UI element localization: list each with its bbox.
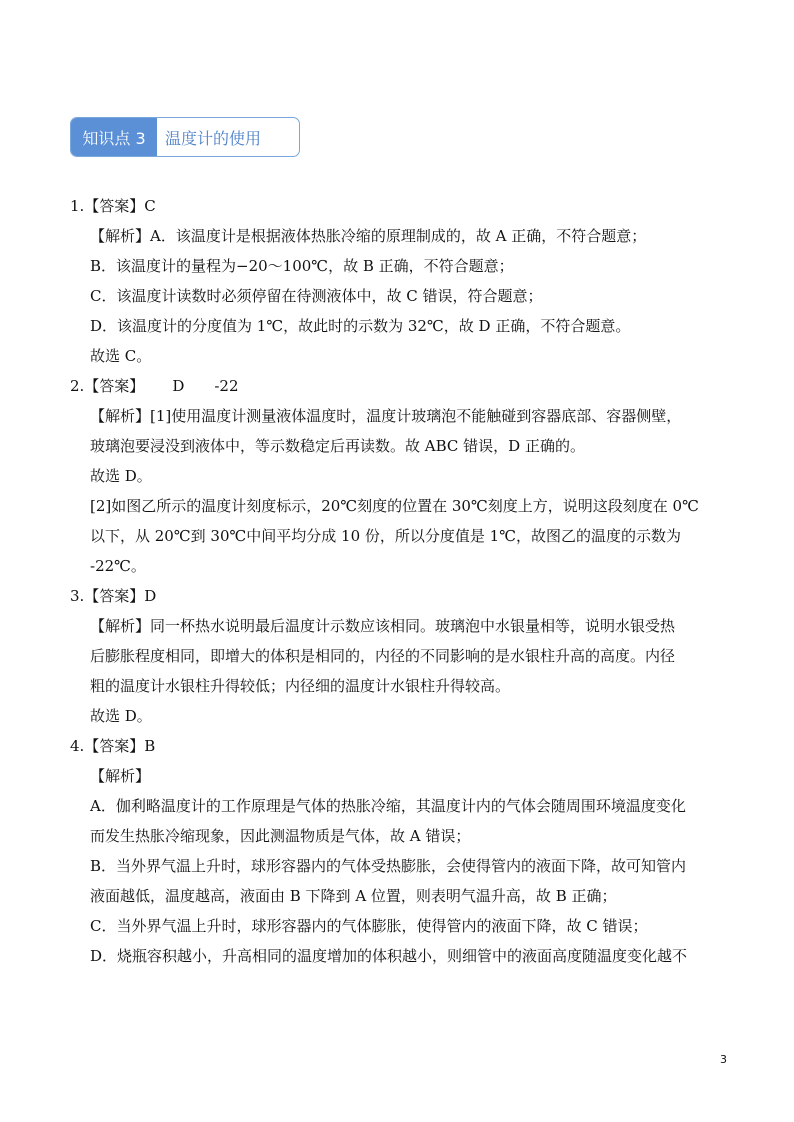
- section-tag: 知识点 3: [71, 118, 157, 156]
- q4-line: D．烧瓶容积越小，升高相同的温度增加的体积越小，则细管中的液面高度随温度变化越不: [90, 947, 688, 965]
- q4-line: C．当外界气温上升时，球形容器内的气体膨胀，使得管内的液面下降，故 C 错误；: [90, 917, 648, 935]
- q1-line: D．该温度计的分度值为 1℃，故此时的示数为 32℃，故 D 正确，不符合题意。: [90, 317, 631, 335]
- q2-answer-2: -22: [214, 377, 239, 395]
- q1-line: 故选 C。: [90, 347, 152, 365]
- q2-line: -22℃。: [90, 557, 146, 575]
- q4-line: 【解析】: [90, 767, 151, 785]
- q3-answer: 3.【答案】D: [70, 587, 157, 605]
- q2-line: 玻璃泡要浸没到液体中，等示数稳定后再读数。故 ABC 错误，D 正确的。: [90, 437, 585, 455]
- q4-line: 而发生热胀冷缩现象，因此测温物质是气体，故 A 错误；: [90, 827, 471, 845]
- q2-line: 故选 D。: [90, 467, 152, 485]
- q4-answer: 4.【答案】B: [70, 737, 156, 755]
- q4-line: 液面越低，温度越高，液面由 B 下降到 A 位置，则表明气温升高，故 B 正确；: [90, 887, 617, 905]
- q1-line: 【解析】A．该温度计是根据液体热胀冷缩的原理制成的，故 A 正确，不符合题意；: [90, 227, 647, 245]
- page-number: 3: [720, 1053, 727, 1066]
- q3-line: 【解析】同一杯热水说明最后温度计示数应该相同。玻璃泡中水银量相等，说明水银受热: [90, 617, 676, 635]
- document-body: [70, 191, 730, 971]
- q1-answer: 1.【答案】C: [70, 197, 156, 215]
- q2-answer: [70, 371, 730, 401]
- q1-line: B．该温度计的量程为−20～100℃，故 B 正确，不符合题意；: [90, 257, 514, 275]
- q2-line: 【解析】[1]使用温度计测量液体温度时，温度计玻璃泡不能触碰到容器底部、容器侧壁，: [90, 407, 682, 425]
- q2-line: [2]如图乙所示的温度计刻度标示，20℃刻度的位置在 30℃刻度上方，说明这段刻度在 0℃: [90, 497, 699, 515]
- q3-line: 后膨胀程度相同，即增大的体积是相同的，内径的不同影响的是水银柱升高的高度。内径: [90, 647, 676, 665]
- section-title: 温度计的使用: [165, 128, 262, 148]
- q3-line: 粗的温度计水银柱升得较低；内径细的温度计水银柱升得较高。: [90, 677, 511, 695]
- q2-answer-prefix: 2.【答案】: [70, 377, 145, 395]
- section-header: [70, 117, 300, 157]
- q4-line: A．伽利略温度计的工作原理是气体的热胀冷缩，其温度计内的气体会随周围环境温度变化: [90, 797, 686, 815]
- q3-line: 故选 D。: [90, 707, 152, 725]
- q4-line: B．当外界气温上升时，球形容器内的气体受热膨胀，会使得管内的液面下降，故可知管内: [90, 857, 687, 875]
- q2-answer-1: D: [172, 377, 185, 395]
- q1-line: C．该温度计读数时必须停留在待测液体中，故 C 错误，符合题意；: [90, 287, 543, 305]
- q2-line: 以下，从 20℃到 30℃中间平均分成 10 份，所以分度值是 1℃，故图乙的温度的示数为: [90, 527, 681, 545]
